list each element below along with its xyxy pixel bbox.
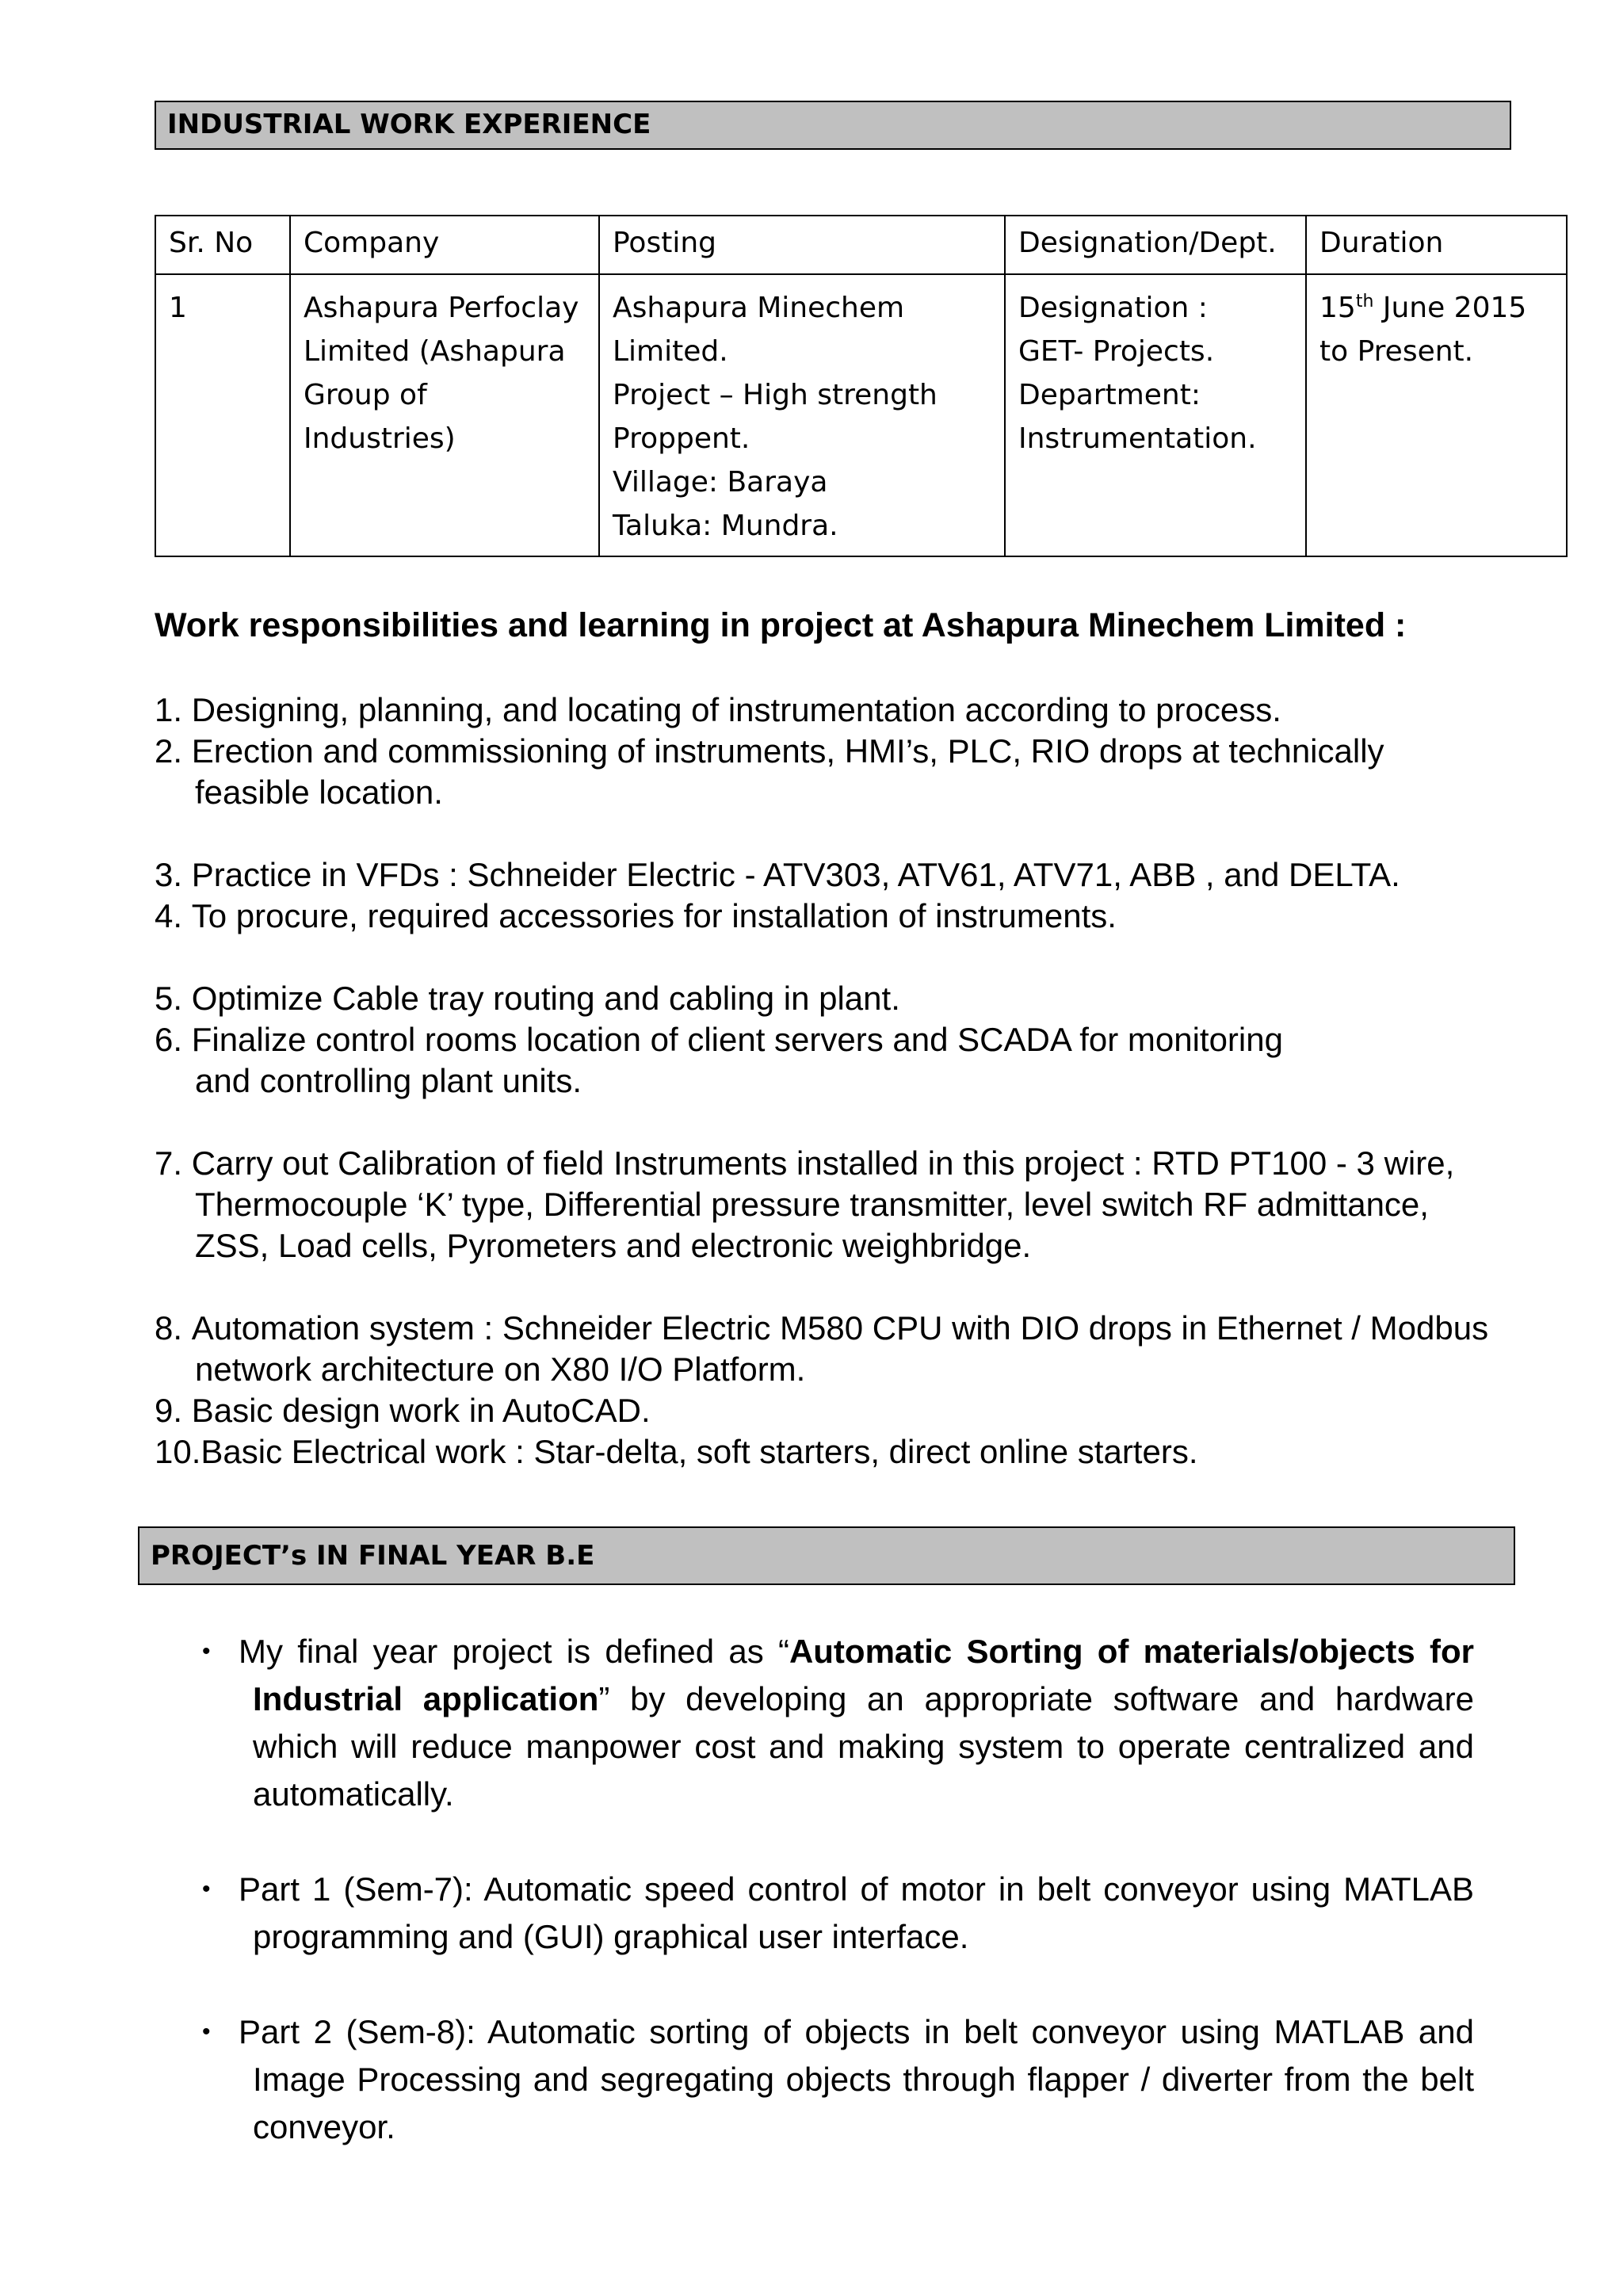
- item-text: Erection and commissioning of instruments, HMI’s, PLC, RIO drops at technically: [191, 732, 1384, 770]
- posting-line: Ashapura Minechem: [613, 292, 905, 324]
- designation-line: Department:: [1018, 379, 1201, 411]
- item-text: To procure, required accessories for installation of instruments.: [191, 897, 1117, 934]
- duration-line: [1319, 286, 1553, 330]
- duration-line: to Present.: [1319, 335, 1474, 368]
- list-item: [155, 1019, 1597, 1102]
- bullet-icon: •: [202, 1876, 211, 1902]
- item-text: Basic Electrical work : Star-delta, soft starters, direct online starters.: [200, 1433, 1198, 1470]
- responsibility-group: [155, 1308, 1597, 1473]
- posting-line: Village: Baraya: [613, 466, 828, 499]
- responsibilities-heading: Work responsibilities and learning in project at Ashapura Minechem Limited :: [155, 606, 1407, 644]
- item-continuation: and controlling plant units.: [195, 1062, 582, 1099]
- item-number: 8.: [155, 1309, 192, 1347]
- company-line: Ashapura Perfoclay: [304, 292, 579, 324]
- list-item: [155, 1431, 1597, 1473]
- list-item: [155, 896, 1597, 937]
- column-header: Company: [290, 216, 599, 274]
- item-number: 2.: [155, 732, 192, 770]
- company-line: Limited (Ashapura: [304, 335, 566, 368]
- bullet-icon: •: [202, 2019, 211, 2045]
- duration-cell: [1306, 274, 1567, 556]
- item-number: 10.: [155, 1433, 201, 1470]
- item-number: 4.: [155, 897, 192, 934]
- designation-line: Designation :: [1018, 292, 1208, 324]
- project-title: Automatic Sorting of materials/objects for Industrial application: [253, 1633, 1474, 1717]
- item-number: 5.: [155, 980, 192, 1017]
- responsibility-group: [155, 978, 1597, 1102]
- item-text: Basic design work in AutoCAD.: [191, 1392, 651, 1429]
- table-header-row: [155, 216, 1567, 274]
- bullet-text: Part 1 (Sem-7): Automatic speed control of motor in belt conveyor using MATLAB programming and (GUI) graphical user interface.: [239, 1870, 1474, 1955]
- list-item: [155, 1308, 1597, 1390]
- list-item: [155, 854, 1597, 896]
- duration-ordinal: th: [1355, 292, 1374, 311]
- column-header: Designation/Dept.: [1005, 216, 1306, 274]
- list-item: [155, 1390, 1597, 1431]
- posting-cell: [599, 274, 1005, 556]
- list-item: [202, 1866, 1474, 1961]
- responsibility-group: [155, 1143, 1597, 1266]
- company-cell: [290, 274, 599, 556]
- posting-line: Project – High strength: [613, 379, 938, 411]
- posting-line: Proppent.: [613, 422, 750, 455]
- work-experience-table: [155, 215, 1568, 557]
- item-text: Finalize control rooms location of client servers and SCADA for monitoring: [191, 1021, 1283, 1058]
- posting-line: Taluka: Mundra.: [613, 510, 838, 542]
- item-text: Carry out Calibration of field Instruments installed in this project : RTD PT100 - 3 wire,: [191, 1144, 1455, 1182]
- section-header-industrial-work-experience: INDUSTRIAL WORK EXPERIENCE: [155, 101, 1511, 150]
- item-number: 7.: [155, 1144, 192, 1182]
- item-number: 9.: [155, 1392, 192, 1429]
- item-number: 1.: [155, 691, 192, 728]
- company-line: Group of: [304, 379, 427, 411]
- list-item: [155, 690, 1597, 731]
- sr-no-cell: 1: [155, 274, 290, 556]
- bullet-icon: •: [202, 1638, 211, 1664]
- list-item: [202, 1628, 1474, 1818]
- list-item: [202, 2008, 1474, 2151]
- designation-line: GET- Projects.: [1018, 335, 1215, 368]
- project-bullet-list: [202, 1628, 1474, 2199]
- item-text: Automation system : Schneider Electric M580 CPU with DIO drops in Ethernet / Modbus: [191, 1309, 1489, 1347]
- column-header: Sr. No: [155, 216, 290, 274]
- item-number: 3.: [155, 856, 192, 893]
- bullet-text: ” by developing an appropriate software and hardware which will reduce manpower cost and making system to operate centralized and automatically.: [253, 1680, 1474, 1813]
- designation-line: Instrumentation.: [1018, 422, 1257, 455]
- responsibility-group: [155, 854, 1597, 937]
- item-text: Optimize Cable tray routing and cabling in plant.: [191, 980, 900, 1017]
- company-line: Industries): [304, 422, 456, 455]
- duration-month-year: June 2015: [1373, 292, 1527, 324]
- item-continuation: ZSS, Load cells, Pyrometers and electronic weighbridge.: [195, 1227, 1032, 1264]
- list-item: [155, 1143, 1597, 1266]
- duration-day: 15: [1319, 292, 1356, 324]
- posting-line: Limited.: [613, 335, 728, 368]
- item-text: Practice in VFDs : Schneider Electric - ATV303, ATV61, ATV71, ABB , and DELTA.: [191, 856, 1400, 893]
- column-header: Posting: [599, 216, 1005, 274]
- bullet-text: Part 2 (Sem-8): Automatic sorting of objects in belt conveyor using MATLAB and Image Processing and segregating objects through flapper / diverter from the belt conveyor.: [239, 2013, 1474, 2145]
- table-row: [155, 274, 1567, 556]
- responsibility-group: [155, 690, 1597, 813]
- section-header-final-year-projects: PROJECT’s IN FINAL YEAR B.E: [138, 1526, 1515, 1585]
- column-header: Duration: [1306, 216, 1567, 274]
- item-number: 6.: [155, 1021, 192, 1058]
- item-continuation: feasible location.: [195, 774, 443, 811]
- responsibilities-list: [155, 690, 1597, 1514]
- item-text: Designing, planning, and locating of instrumentation according to process.: [191, 691, 1281, 728]
- bullet-text: My final year project is defined as “: [239, 1633, 789, 1670]
- item-continuation: Thermocouple ‘K’ type, Differential pressure transmitter, level switch RF admittance,: [195, 1186, 1429, 1223]
- designation-cell: [1005, 274, 1306, 556]
- list-item: [155, 731, 1597, 813]
- list-item: [155, 978, 1597, 1019]
- item-continuation: network architecture on X80 I/O Platform.: [195, 1350, 806, 1388]
